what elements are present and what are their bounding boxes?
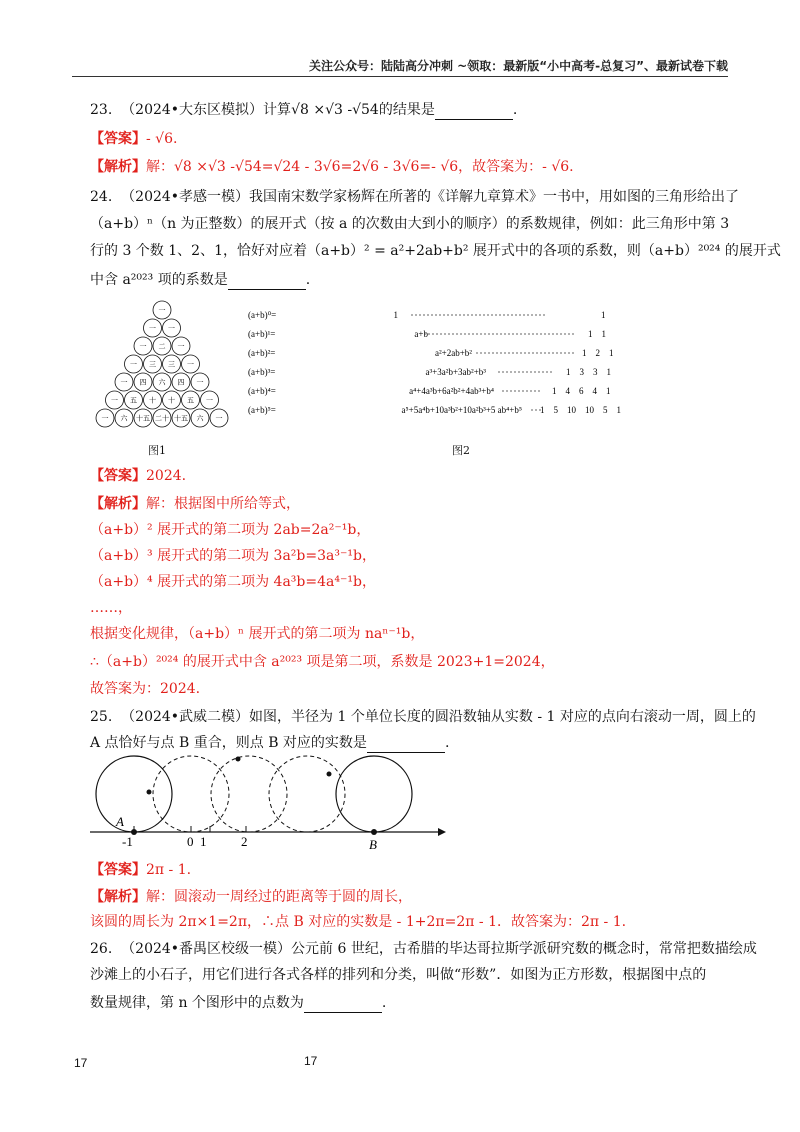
fig2-lhs: (a+b)⁴=	[248, 386, 276, 396]
triangle-cell-text: 一	[101, 414, 109, 423]
fig1-label: 图1	[148, 444, 166, 457]
q24-answer: 【答案】2024.	[90, 468, 187, 484]
triangle-cell-text: 三	[149, 360, 156, 369]
q25-analysis-line1: 【解析】解：圆滚动一周经过的距离等于圆的周长，	[90, 889, 412, 905]
triangle-cell-text: 二十	[155, 414, 169, 423]
triangle-cell-text: 一	[111, 396, 118, 405]
fig2-lhs: (a+b)²=	[248, 348, 276, 358]
fig2-label: 图2	[452, 444, 470, 457]
fig2-coefficients: 1 1	[588, 329, 606, 339]
q24-stem-line1: 24. （2024•孝感一模）我国南宋数学家杨辉在所著的《详解九章算术》一书中，用如图的三角形给出了	[90, 189, 740, 205]
fig2-lhs: (a+b)⁵=	[248, 405, 276, 415]
q26-stem-line2: 沙滩上的小石子，用它们进行各式各样的排列和分类，叫做“形数”．如图为正方形数，根据图中点的	[90, 967, 707, 983]
triangle-cell-text: 一	[196, 378, 204, 387]
start-circle	[96, 756, 172, 832]
triangle-cell-text: 一	[149, 324, 156, 333]
q24-analysis-line3: （a+b）³ 展开式的第二项为 3a²b=3a³⁻¹b，	[90, 548, 376, 564]
fig2-expansion: a²+2ab+b²	[434, 348, 472, 358]
fig2-expansion: a+b	[414, 329, 428, 339]
triangle-cell-text: 一	[206, 396, 213, 405]
fig2-coefficients: 1 5 10 10 5 1	[540, 405, 621, 415]
triangle-cell-text: 六	[196, 414, 204, 423]
tick-minus-one: -1	[122, 834, 133, 849]
triangle-cell-text: 一	[187, 360, 194, 369]
triangle-cell-text: 六	[158, 378, 166, 387]
q24-analysis-line7: ∴（a+b）²⁰²⁴ 的展开式中含 a²⁰²³ 项是第二项，系数是 2023+1=2024，	[90, 654, 555, 670]
yanghui-triangle-figure	[92, 298, 232, 428]
fig2-coefficients: 1 2 1	[582, 348, 614, 358]
triangle-cell-text: 四	[177, 378, 185, 387]
fig2-lhs: (a+b)¹=	[248, 329, 276, 339]
q24-analysis-line8: 故答案为：2024.	[90, 681, 201, 697]
rolling-circle-figure	[86, 752, 446, 852]
triangle-cell-text: 十	[168, 396, 175, 405]
triangle-cell-text: 二	[158, 342, 166, 351]
triangle-cell-text: 五	[130, 396, 137, 405]
tick-two: 2	[241, 834, 248, 849]
triangle-cell-text: 十五	[136, 414, 150, 423]
fig2-lhs: (a+b)⁰=	[248, 310, 277, 320]
q26-stem-line1: 26. （2024•番禺区校级一模）公元前 6 世纪，古希腊的毕达哥拉斯学派研究数的概念时，常常把数描绘成	[90, 941, 757, 957]
q23-answer: 【答案】- √6.	[90, 131, 178, 147]
q24-analysis-line6: 根据变化规律，（a+b）ⁿ 展开式的第二项为 naⁿ⁻¹b，	[90, 626, 425, 642]
q26-stem-line3: 数量规律，第 n 个图形中的点数为 .	[90, 995, 387, 1011]
fig2-lhs: (a+b)³=	[248, 367, 276, 377]
q24-analysis-line4: （a+b）⁴ 展开式的第二项为 4a³b=4a⁴⁻¹b，	[90, 574, 376, 590]
q24-analysis-line1: 【解析】解：根据图中所给等式，	[90, 496, 300, 512]
q24-stem-line4: 中含 a²⁰²³ 项的系数是 .	[90, 272, 311, 288]
q25-stem-line1: 25. （2024•武威二模）如图，半径为 1 个单位长度的圆沿数轴从实数 - 1 对应的点向右滚动一周，圆上的	[90, 709, 756, 725]
binomial-expansion-figure	[246, 306, 676, 426]
triangle-cell-text: 五	[187, 396, 194, 405]
tick-one: 1	[200, 834, 207, 849]
q25-stem-line2: A 点恰好与点 B 重合，则点 B 对应的实数是 .	[90, 735, 450, 751]
triangle-cell-text: 十	[149, 396, 156, 405]
q24-analysis-line2: （a+b）² 展开式的第二项为 2ab=2a²⁻¹b，	[90, 522, 371, 538]
fig2-expansion: a³+3a²b+3ab²+b³	[425, 367, 486, 377]
page-number-center: 17	[304, 1054, 318, 1068]
q24-stem-line3: 行的 3 个数 1、2、1，恰好对应着（a+b）² = a²+2ab+b² 展开式中的各项的系数，则（a+b）²⁰²⁴ 的展开式	[90, 243, 781, 259]
q23-stem: 23. （2024•大东区模拟）计算√8 ×√3 -√54的结果是 .	[90, 102, 518, 118]
fig2-coefficients: 1 4 6 4 1	[552, 386, 611, 396]
fig2-expansion: a⁴+4a³b+6a²b²+4ab³+b⁴	[409, 386, 494, 396]
triangle-cell-text: 一	[215, 414, 223, 423]
point-a-label: A	[116, 814, 124, 829]
triangle-cell-text: 六	[120, 414, 128, 423]
q25-answer: 【答案】2π - 1.	[90, 862, 192, 878]
triangle-cell-text: 一	[120, 378, 128, 387]
page-number-left: 17	[74, 1056, 88, 1070]
triangle-cell-text: 一	[130, 360, 137, 369]
q25-analysis-line2: 该圆的周长为 2π×1=2π，∴点 B 对应的实数是 - 1+2π=2π - 1．故答案为：2π - 1.	[90, 914, 627, 930]
triangle-cell-text: 一	[158, 306, 166, 315]
q24-stem-line2: （a+b）ⁿ（n 为正整数）的展开式（按 a 的次数由大到小的顺序）的系数规律，例如：此三角形中第 3	[90, 216, 730, 232]
triangle-cell-text: 一	[168, 324, 175, 333]
header-rule	[72, 76, 728, 77]
triangle-cell-text: 一	[139, 342, 147, 351]
point-b-label: B	[369, 837, 377, 852]
q23-analysis: 【解析】解：√8 ×√3 -√54=√24 - 3√6=2√6 - 3√6=- √6，故答案为：- √6.	[90, 159, 574, 175]
triangle-cell-text: 四	[139, 378, 147, 387]
triangle-cell-text: 三	[168, 360, 175, 369]
page-header: 关注公众号：陆陆高分冲刺 ~领取：最新版“小中高考-总复习”、最新试卷下载	[309, 59, 728, 73]
q24-analysis-line5: ……，	[90, 600, 132, 616]
fig2-expansion: a⁵+5a⁴b+10a³b²+10a²b³+5 ab⁴+b⁵	[401, 405, 522, 415]
triangle-cell-text: 十五	[174, 414, 188, 423]
fig2-expansion: 1	[393, 310, 398, 320]
fig2-coefficients: 1 3 3 1	[566, 367, 611, 377]
triangle-cell-text: 一	[177, 342, 185, 351]
tick-zero: 0	[187, 834, 194, 849]
end-circle	[336, 756, 412, 832]
fig2-coefficients: 1	[601, 310, 606, 320]
